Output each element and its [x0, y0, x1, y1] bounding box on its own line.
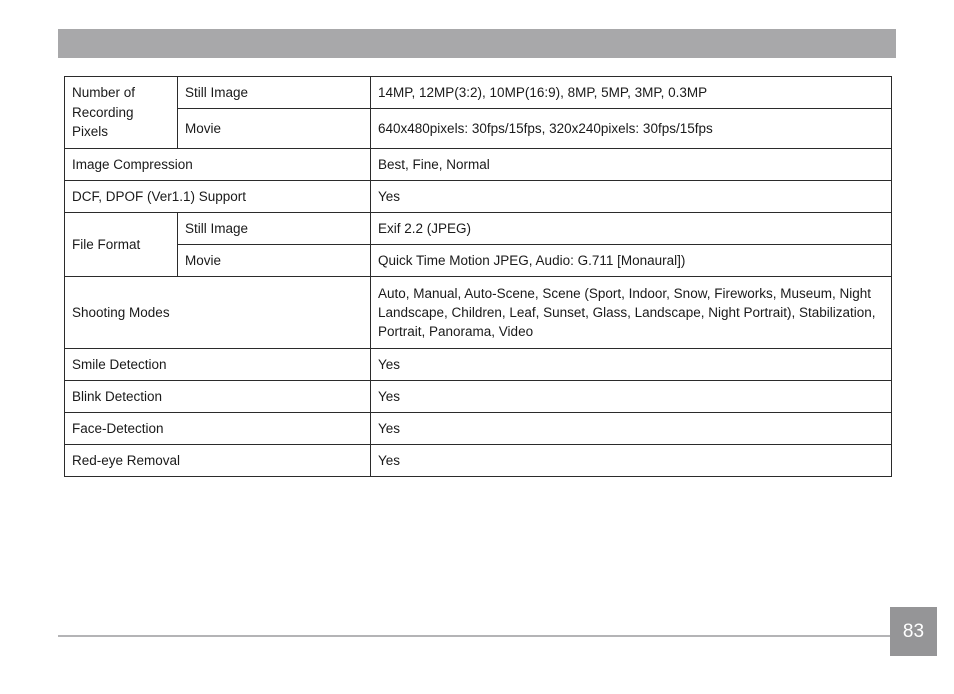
row-label-dcf-dpof: DCF, DPOF (Ver1.1) Support — [65, 181, 371, 213]
value-movie-pixels: 640x480pixels: 30fps/15fps, 320x240pixels: 30fps/15fps — [371, 109, 892, 149]
row-label-blink-detection: Blink Detection — [65, 381, 371, 413]
table-row — [65, 445, 892, 477]
table-row — [65, 213, 892, 245]
value-file-format-still: Exif 2.2 (JPEG) — [371, 213, 892, 245]
value-image-compression: Best, Fine, Normal — [371, 149, 892, 181]
row-label-recording-pixels: Number of Recording Pixels — [65, 77, 178, 149]
row-label-smile-detection: Smile Detection — [65, 349, 371, 381]
table-row — [65, 349, 892, 381]
value-shooting-modes: Auto, Manual, Auto-Scene, Scene (Sport, Indoor, Snow, Fireworks, Museum, Night Landscape, Children, Leaf, Sunset, Glass, Landscape, Night Portrait), Stabilization, Portrait, Panorama, Video — [371, 277, 892, 349]
value-red-eye-removal: Yes — [371, 445, 892, 477]
header-bar — [58, 29, 896, 58]
row-label-shooting-modes: Shooting Modes — [65, 277, 371, 349]
sub-label-movie: Movie — [178, 109, 371, 149]
row-label-file-format: File Format — [65, 213, 178, 277]
table-row — [65, 413, 892, 445]
table-row — [65, 149, 892, 181]
table-row — [65, 277, 892, 349]
table-row — [65, 381, 892, 413]
value-still-image-pixels: 14MP, 12MP(3:2), 10MP(16:9), 8MP, 5MP, 3MP, 0.3MP — [371, 77, 892, 109]
value-face-detection: Yes — [371, 413, 892, 445]
value-file-format-movie: Quick Time Motion JPEG, Audio: G.711 [Monaural]) — [371, 245, 892, 277]
page-number: 83 — [890, 607, 937, 656]
footer-rule — [58, 635, 890, 637]
sub-label-movie: Movie — [178, 245, 371, 277]
table-row — [65, 77, 892, 109]
value-smile-detection: Yes — [371, 349, 892, 381]
row-label-red-eye-removal: Red-eye Removal — [65, 445, 371, 477]
sub-label-still-image: Still Image — [178, 213, 371, 245]
table-row — [65, 181, 892, 213]
row-label-image-compression: Image Compression — [65, 149, 371, 181]
value-dcf-dpof: Yes — [371, 181, 892, 213]
sub-label-still-image: Still Image — [178, 77, 371, 109]
value-blink-detection: Yes — [371, 381, 892, 413]
specifications-table — [64, 76, 892, 477]
table-row — [65, 109, 892, 149]
table-row — [65, 245, 892, 277]
row-label-face-detection: Face-Detection — [65, 413, 371, 445]
